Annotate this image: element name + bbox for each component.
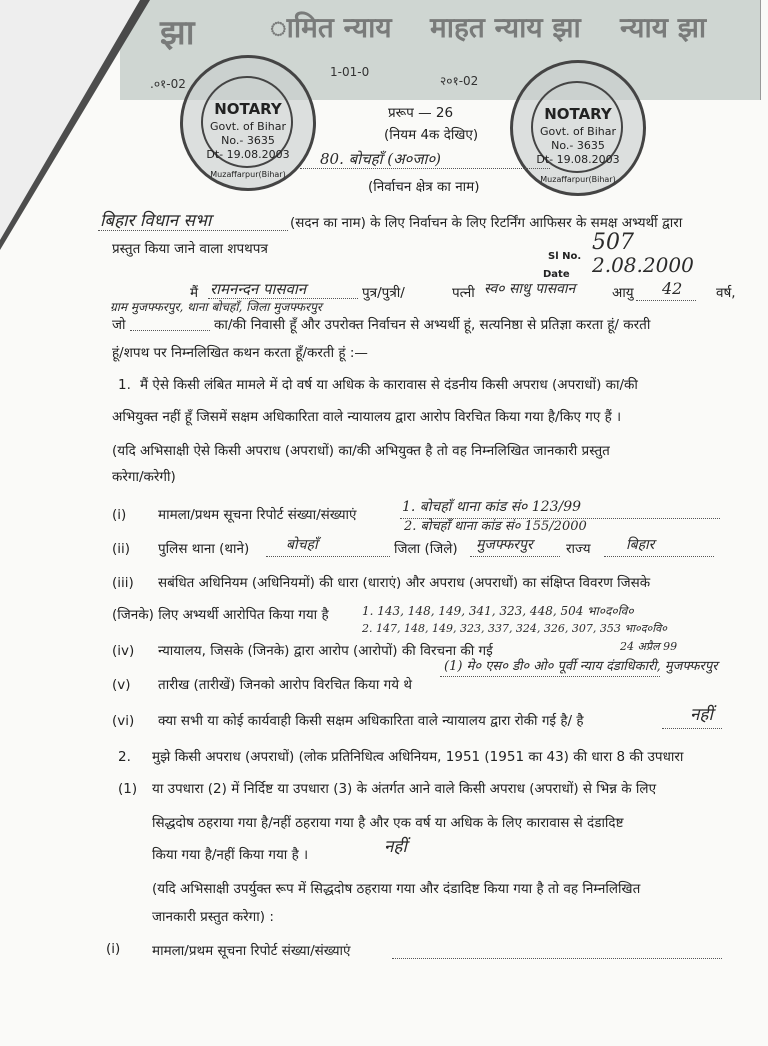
sections-1: 1. 143, 148, 149, 341, 323, 448, 504 भा०द०वि० [362, 604, 634, 618]
stay-line [662, 728, 722, 729]
section-2-line-2: या उपधारा (2) में निर्दिष्ट या उपधारा (3) के अंतर्गत आने वाले किसी अपराध (अपराधों) से भिन्न के लिए [152, 781, 657, 797]
section-2-note-2: जानकारी प्रस्तुत करेगा) : [152, 909, 274, 925]
section-1-line-1: मैं ऐसे किसी लंबित मामले में दो वर्ष या अधिक के कारावास से दंडनीय किसी अपराध (अपराधों) का/की [140, 377, 638, 393]
court-line [440, 676, 660, 677]
section-2-item-line [392, 958, 722, 959]
district-line [470, 556, 560, 557]
state: बिहार [626, 537, 655, 553]
stamp-paper-text: झा [160, 13, 195, 53]
section-2-note-1: (यदि अभिसाक्षी उपर्युक्त रूप में सिद्धदोष ठहराया गया और दंडादिष्ट किया गया है तो वह निम्नलिखित [152, 881, 641, 897]
item-ii-number: (ii) [112, 541, 131, 557]
line4: हूं/शपथ पर निम्नलिखित कथन करता हूँ/करती हूं :— [112, 345, 368, 361]
item-i-label: मामला/प्रथम सूचना रिपोर्ट संख्या/संख्याएं [158, 507, 357, 523]
declaration-i: मैं [190, 285, 199, 301]
item-iv-number: (iv) [112, 643, 135, 659]
item-iii-label: सबंधित अधिनियम (अधिनियमों) की धारा (धाराएं) और अपराध (अपराधों) का संक्षिप्त विवरण जिसके [158, 575, 651, 591]
section-2-line-3: सिद्धदोष ठहराया गया है/नहीं ठहराया गया है और एक वर्ष या अधिक के लिए कारावास से दंडादिष्ट [152, 815, 624, 831]
item-vi-number: (vi) [112, 713, 135, 729]
seal-reg: No.- 3635 [551, 139, 605, 152]
police-station-line [266, 556, 390, 557]
item-v-label: तारीख (तारीखें) जिनको आरोप विरचित किया गये थे [158, 677, 412, 693]
seal-date: Dt- 19.08.2003 [206, 148, 290, 161]
item-v-number: (v) [112, 677, 131, 693]
stamp-paper-code: 1-01-0 [330, 65, 370, 79]
stay-answer: नहीं [690, 705, 713, 725]
section-2-item-number: (i) [106, 941, 121, 957]
case-number-2: 2. बोचहाँ थाना कांड सं० 155/2000 [404, 519, 587, 534]
intro-line-2: प्रस्तुत किया जाने वाला शपथपत्र [112, 241, 268, 257]
item-iii-label-2: (जिनके) लिए अभ्यर्थी आरोपित किया गया है [112, 607, 329, 623]
father-name: स्व० साधु पासवान [484, 281, 576, 297]
age-label: आयु [612, 285, 634, 301]
section-1-note-2: करेगा/करेगी) [112, 469, 176, 485]
constituency-label: (निर्वाचन क्षेत्र का नाम) [368, 179, 480, 195]
seal-title: NOTARY [214, 100, 282, 118]
constituency-line [300, 168, 550, 169]
section-2-sub-number: (1) [118, 781, 138, 797]
court-name: (1) मे० एस० डी० ओ० पूर्वी न्याय दंडाधिकारी, मुजफ्फरपुर [444, 659, 718, 674]
conviction-answer: नहीं [384, 837, 407, 857]
seal-place: Muzaffarpur(Bihar) [540, 175, 616, 184]
police-station: बोचहाँ [286, 537, 318, 553]
form-number: प्ररूप — 26 [388, 105, 454, 121]
section-2-number: 2. [118, 749, 131, 765]
address-handwritten: ग्राम मुजफ्फरपुर, थाना बोचहाँ, जिला मुजफ्फरपुर [110, 300, 322, 314]
stamp-paper-text: न्याय झा [620, 11, 707, 44]
deponent-name: रामनन्दन पासवान [210, 280, 307, 298]
date-value: 2.08.2000 [592, 253, 694, 277]
section-2-item-label: मामला/प्रथम सूचना रिपोर्ट संख्या/संख्याएं [152, 943, 351, 959]
notary-seal [510, 60, 646, 196]
notary-seal [180, 55, 316, 191]
seal-govt: Govt. of Bihar [539, 125, 616, 138]
item-iv-label: न्यायालय, जिसके (जिनके) द्वारा आरोप (आरोपों) की विरचना की गई [158, 643, 493, 659]
court-date: 24 अप्रैल 99 [620, 640, 678, 653]
district: मुजफ्फरपुर [476, 537, 533, 553]
section-1-number: 1. [118, 377, 131, 393]
section-2-line-4: किया गया है/नहीं किया गया है । [152, 847, 309, 863]
item-ii-label: पुलिस थाना (थाने) [158, 541, 250, 557]
section-2-line-1: मुझे किसी अपराध (अपराधों) (लोक प्रतिनिधित्व अधिनियम, 1951 (1951 का 43) की धारा 8 की उपधारा [152, 749, 684, 765]
seal-govt: Govt. of Bihar [209, 120, 286, 133]
sl-no-label: Sl No. [548, 251, 582, 262]
age-line [636, 300, 696, 301]
sl-no-value: 507 [592, 230, 634, 255]
seal-title: NOTARY [544, 105, 612, 123]
state-line [604, 556, 714, 557]
item-iii-number: (iii) [112, 575, 134, 591]
relation-label: पुत्र/पुत्री/ [362, 285, 405, 301]
item-i-number: (i) [112, 507, 127, 523]
seal-reg: No.- 3635 [221, 134, 275, 147]
house-name-line [98, 230, 288, 231]
line3-start: जो [112, 317, 126, 333]
folded-corner [0, 0, 140, 240]
house-name-handwritten: बिहार विधान सभा [100, 211, 212, 231]
case-number-1: 1. बोचहाँ थाना कांड सं० 123/99 [402, 499, 582, 515]
years-label: वर्ष, [716, 285, 736, 301]
district-label: जिला (जिले) [394, 541, 458, 557]
state-label: राज्य [566, 541, 591, 557]
stamp-paper-code: २०१-02 [440, 74, 479, 88]
stamp-paper-code: .०१-02 [150, 77, 186, 91]
stamp-paper-text: ामित न्याय [270, 11, 392, 44]
stamp-paper-text: माहत न्याय झा [430, 11, 581, 44]
section-1-line-2: अभियुक्त नहीं हूँ जिसमें सक्षम अधिकारिता वाले न्यायालय द्वारा आरोप विरचित किया गया है/किए गए हैं । [112, 409, 622, 425]
item-vi-label: क्या सभी या कोई कार्यवाही किसी सक्षम अधिकारिता वाले न्यायालय द्वारा रोकी गई है/ है [158, 713, 584, 729]
date-label: Date [543, 269, 570, 280]
wife-label: पत्नी [452, 285, 475, 301]
constituency-handwritten: 80. बोचहाँ (अ०जा०) [320, 150, 441, 168]
residence-line [130, 330, 210, 331]
intro-line-1: (सदन का नाम) के लिए निर्वाचन के लिए रिटर्निंग आफिसर के समक्ष अभ्यर्थी द्वारा [290, 215, 683, 231]
line3-middle: का/की निवासी हूँ और उपरोक्त निर्वाचन से अभ्यर्थी हूं, सत्यनिष्ठा से प्रतिज्ञा करता हूं/ करती [214, 317, 651, 333]
age-value: 42 [662, 279, 683, 298]
sections-2: 2. 147, 148, 149, 323, 337, 324, 326, 307, 353 भा०द०वि० [362, 622, 667, 635]
section-1-note-1: (यदि अभिसाक्षी ऐसे किसी अपराध (अपराधों) का/की अभियुक्त है तो वह निम्नलिखित जानकारी प्रस्तुत [112, 443, 610, 459]
seal-date: Dt- 19.08.2003 [536, 153, 620, 166]
rule-reference: (नियम 4क देखिए) [384, 127, 479, 143]
seal-place: Muzaffarpur(Bihar) [210, 170, 286, 179]
